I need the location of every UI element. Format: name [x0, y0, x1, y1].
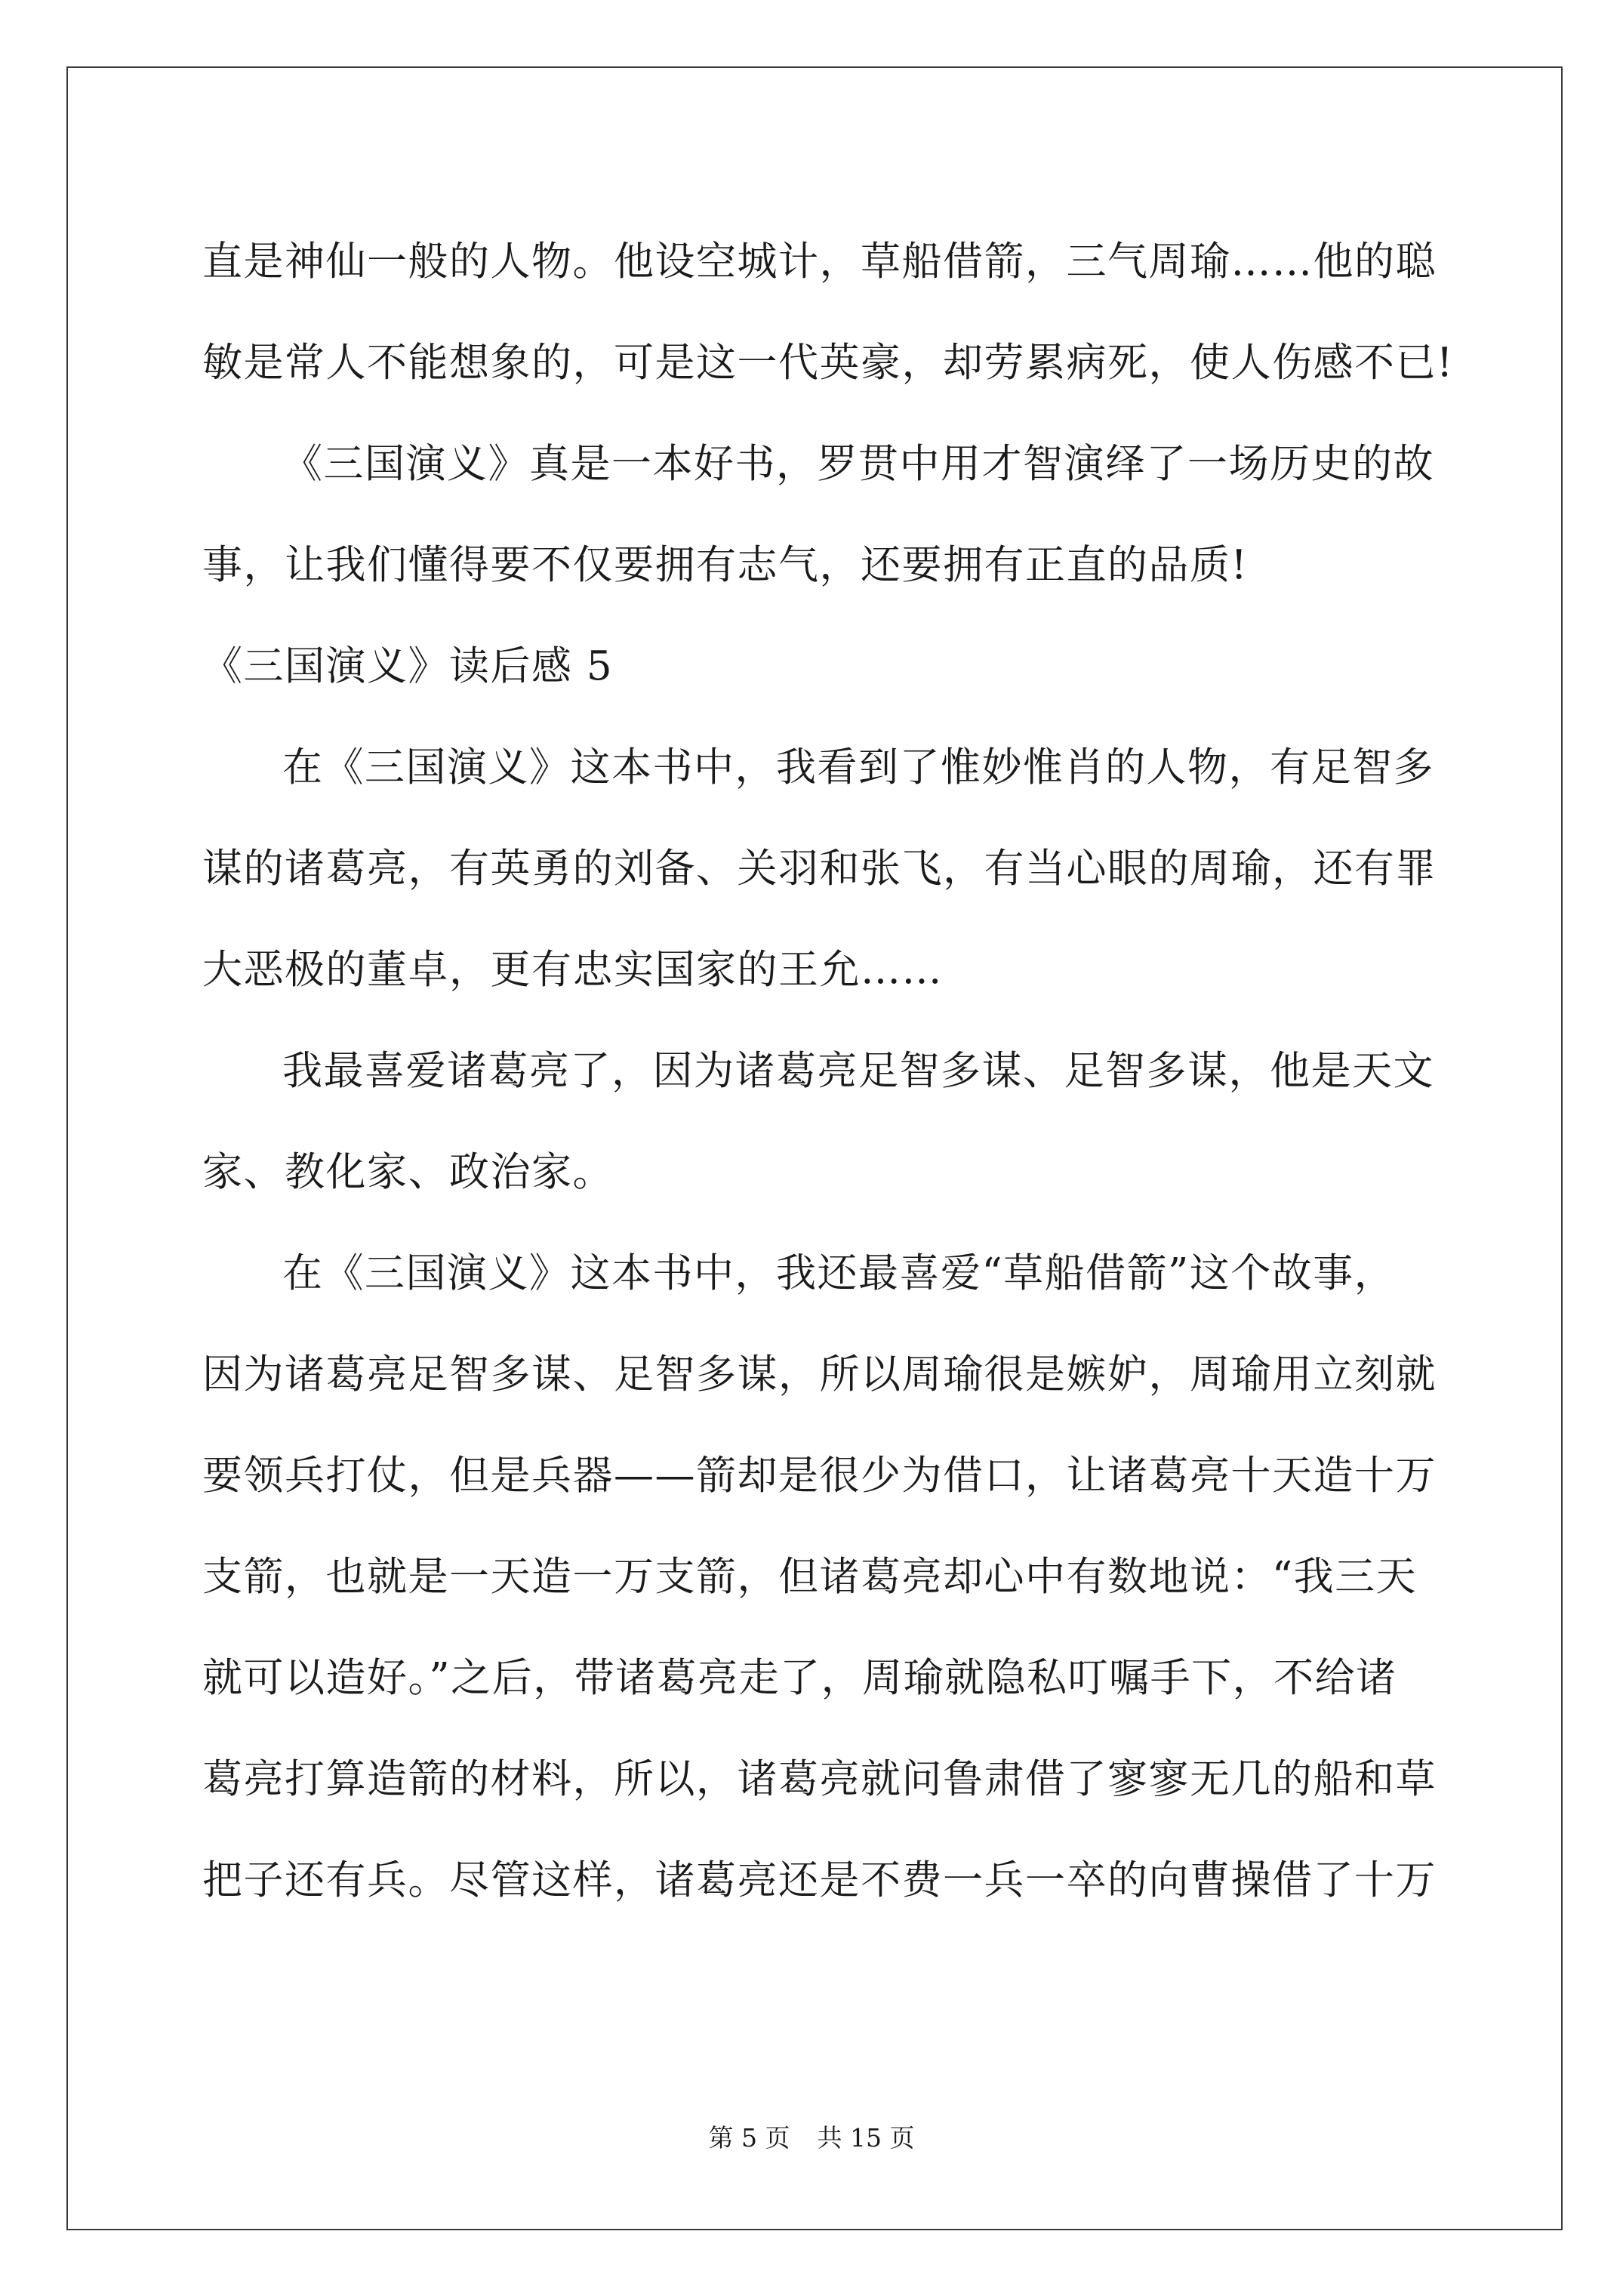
text-line-14: 支箭，也就是一天造一万支箭，但诸葛亮却心中有数地说：“我三天: [202, 1554, 1418, 1600]
text-line-16: 葛亮打算造箭的材料，所以，诸葛亮就问鲁肃借了寥寥无几的船和草: [202, 1756, 1437, 1802]
text-line-12: 因为诸葛亮足智多谋、足智多谋，所以周瑜很是嫉妒，周瑜用立刻就: [202, 1351, 1437, 1398]
section-heading: 《三国演义》读后感 5: [202, 643, 614, 689]
text-line-13: 要领兵打仗，但是兵器——箭却是很少为借口，让诸葛亮十天造十万: [202, 1453, 1437, 1499]
text-line-2: 敏是常人不能想象的，可是这一代英豪，却劳累病死，使人伤感不已!: [202, 340, 1454, 386]
page-number: 第 5 页: [708, 2123, 790, 2153]
text-line-8: 大恶极的董卓，更有忠实国家的王允……: [202, 947, 943, 993]
document-body: [202, 211, 1454, 1931]
text-line-3: 《三国演义》真是一本好书，罗贯中用才智演绎了一场历史的故: [282, 441, 1434, 487]
text-line-10: 家、教化家、政治家。: [202, 1149, 614, 1195]
text-line-7: 谋的诸葛亮，有英勇的刘备、关羽和张飞，有当心眼的周瑜，还有罪: [202, 846, 1437, 892]
text-line-17: 把子还有兵。尽管这样，诸葛亮还是不费一兵一卒的向曹操借了十万: [202, 1857, 1437, 1903]
text-line-6: 在《三国演义》这本书中，我看到了惟妙惟肖的人物，有足智多: [282, 744, 1434, 791]
text-line-11: 在《三国演义》这本书中，我还最喜爱“草船借箭”这个故事，: [282, 1250, 1396, 1296]
text-line-15: 就可以造好。”之后，带诸葛亮走了，周瑜就隐私叮嘱手下，不给诸: [202, 1655, 1397, 1701]
page-footer: [0, 2123, 1623, 2153]
page-total: 共 15 页: [817, 2123, 915, 2153]
text-line-1: 直是神仙一般的人物。他设空城计，草船借箭，三气周瑜……他的聪: [202, 239, 1437, 285]
text-line-4: 事，让我们懂得要不仅要拥有志气，还要拥有正直的品质!: [202, 542, 1249, 588]
text-line-9: 我最喜爱诸葛亮了，因为诸葛亮足智多谋、足智多谋，他是天文: [282, 1048, 1434, 1094]
